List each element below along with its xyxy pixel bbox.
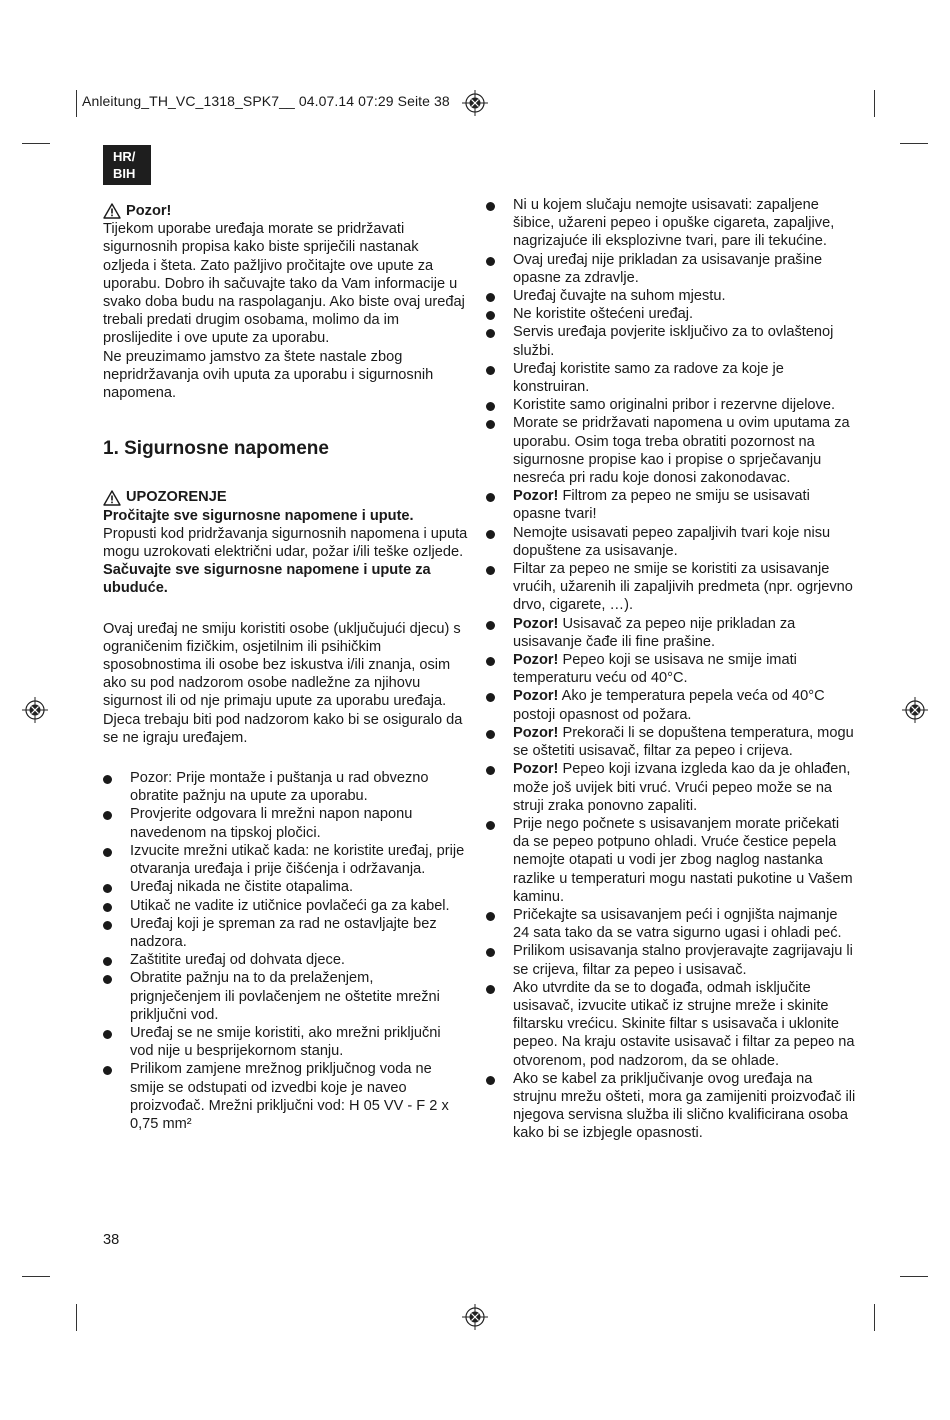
section-title: 1. Sigurnosne napomene (103, 438, 329, 460)
list-item: Pozor! Pepeo koji izvana izgleda kao da je ohlađen, može još uvijek biti vruć. Vrući pepeo može se na struji zraka ponovno zapaliti. (486, 760, 856, 815)
list-item: Pozor! Usisavač za pepeo nije prikladan za usisavanje čađe ili fine prašine. (486, 615, 856, 651)
crop-mark (900, 143, 928, 144)
intro-paragraph: Tijekom uporabe uređaja morate se pridržavati sigurnosnih propisa kako biste spriječili nastanak ozljeda i šteta. Zato pažljivo pročitajte ove upute za uporabu. Dobro ih sačuvajte tako da Vam informacije u svako doba budu na raspolaganju. Ako biste ovaj uređaj trebali predati drugim osobama, molimo da im proslijedite i ove upute za uporabu. (103, 221, 465, 347)
list-item: Prije nego počnete s usisavanjem morate pričekati da se pepeo potpuno ohladi. Vruće čestice pepela nemojte otapati u vodi jer zbog naglog nastanka razlike u temperaturi mogu nastati pukotine u Vašem kaminu. (486, 815, 856, 906)
list-item: Obratite pažnju na to da prelaženjem, prignječenjem ili povlačenjem ne oštetite mrežni priključni vod. (103, 969, 468, 1024)
list-item: Prilikom zamjene mrežnog priključnog voda ne smije se odstupati od izvedbi koje je naveo proizvođač. Mrežni priključni vod: H 05 VV - F 2 x 0,75 mm² (103, 1060, 468, 1133)
warning-heading (103, 488, 468, 506)
list-item: Uređaj nikada ne čistite otapalima. (103, 878, 468, 896)
list-item: Zaštitite uređaj od dohvata djece. (103, 951, 468, 969)
warning-triangle-icon (103, 490, 121, 506)
registration-mark-icon (22, 697, 48, 723)
list-item: Pozor! Prekorači li se dopuštena temperatura, mogu se oštetiti usisavač, filtar za pepeo i crijeva. (486, 724, 856, 760)
list-item: Ovaj uređaj nije prikladan za usisavanje prašine opasne za zdravlje. (486, 251, 856, 287)
registration-mark-icon (462, 1304, 488, 1330)
list-item: Filtar za pepeo ne smije se koristiti za usisavanje vrućih, užarenih ili zapaljivih predmeta (npr. ogrjevno drvo, cigarete, …). (486, 560, 856, 615)
page-number: 38 (103, 1232, 120, 1248)
list-item: Uređaj se ne smije koristiti, ako mrežni priključni vod nije u besprijekornom stanju. (103, 1024, 468, 1060)
omission-paragraph: Propusti kod pridržavanja sigurnosnih napomena i uputa mogu uzrokovati električni udar, požar i/ili teške ozljede. (103, 525, 468, 561)
list-item: Nemojte usisavati pepeo zapaljivih tvari koje nisu dopuštene za usisavanje. (486, 524, 856, 560)
list-item: Pozor! Pepeo koji se usisava ne smije imati temperaturu veću od 40°C. (486, 651, 856, 687)
crop-mark (22, 1276, 50, 1277)
warning-label: UPOZORENJE (126, 489, 227, 506)
list-item: Provjerite odgovara li mrežni napon naponu navedenom na tipskoj pločici. (103, 805, 468, 841)
list-item: Ako utvrdite da se to događa, odmah isključite usisavač, izvucite utikač iz strujne mreže i skinite filtarsku vrećicu. Skinite filtar s usisavača i uklonite pepeo. Na kraju ostavite usisavač i filtar za pepeo na otvorenom, pod nadzorom, da se ohlade. (486, 979, 856, 1070)
language-badge-line2: BIH (113, 166, 136, 181)
crop-mark (874, 1304, 875, 1331)
keep-all-instruction: Sačuvajte sve sigurnosne napomene i upute za ubuduće. (103, 562, 431, 597)
language-badge-line1: HR/ (113, 149, 136, 164)
caution-heading (103, 202, 468, 220)
crop-mark (900, 1276, 928, 1277)
liability-paragraph: Ne preuzimamo jamstvo za štete nastale zbog nepridržavanja ovih uputa za uporabu i sigurnosnih napomena. (103, 348, 434, 402)
left-column (103, 202, 468, 1133)
list-item: Pozor! Ako je temperatura pepela veća od 40°C postoji opasnost od požara. (486, 687, 856, 723)
crop-mark (76, 1304, 77, 1331)
list-item: Uređaj koji je spreman za rad ne ostavljajte bez nadzora. (103, 915, 468, 951)
registration-mark-icon (462, 90, 488, 116)
list-item: Pozor! Filtrom za pepeo ne smiju se usisavati opasne tvari! (486, 487, 856, 523)
print-header: Anleitung_TH_VC_1318_SPK7__ 04.07.14 07:29 Seite 38 (82, 93, 450, 109)
list-item: Pozor: Prije montaže i puštanja u rad obvezno obratite pažnju na upute za uporabu. (103, 769, 468, 805)
list-item: Ni u kojem slučaju nemojte usisavati: zapaljene šibice, užareni pepeo i opuške cigareta, zapaljive, nagrizajuće ili eksplozivne tvari, pare ili tekućine. (486, 196, 856, 251)
warning-triangle-icon (103, 203, 121, 219)
crop-mark (874, 90, 875, 117)
list-item: Ako se kabel za priključivanje ovog uređaja na strujnu mrežu ošteti, mora ga zamijeniti proizvođač ili njegova servisna služba ili slično kvalificirana osoba kako bi se izbjegle opasnosti. (486, 1070, 856, 1143)
persons-paragraph: Ovaj uređaj ne smiju koristiti osobe (uključujući djecu) s ograničenim fizičkim, osjetilnim ili psihičkim sposobnostima ili osobe bez iskustva i/ili znanja, osim ako su pod nadzorom osobe nadležne za njihovu sigurnost ili od nje primaju upute za uporabu uređaja. Djeca trebaju biti pod nadzorom kako bi se osiguralo da se ne igraju uređajem. (103, 620, 463, 746)
list-item: Prilikom usisavanja stalno provjeravajte zagrijavaju li se crijeva, filtar za pepeo i usisavač. (486, 942, 856, 978)
right-bullet-list (486, 196, 856, 1143)
list-item: Uređaj koristite samo za radove za koje je konstruiran. (486, 360, 856, 396)
crop-mark (76, 90, 77, 117)
list-item: Uređaj čuvajte na suhom mjestu. (486, 287, 856, 305)
list-item: Morate se pridržavati napomena u ovim uputama za uporabu. Osim toga treba obratiti pozornost na sigurnosne propise kao i propise o sprječavanju nesreća pri radu koje donosi zakonodavac. (486, 414, 856, 487)
list-item: Koristite samo originalni pribor i rezervne dijelove. (486, 396, 856, 414)
crop-mark (22, 143, 50, 144)
registration-mark-icon (902, 697, 928, 723)
list-item: Ne koristite oštećeni uređaj. (486, 305, 856, 323)
language-badge (103, 145, 151, 185)
left-bullet-list (103, 769, 468, 1133)
list-item: Utikač ne vadite iz utičnice povlačeći ga za kabel. (103, 897, 468, 915)
list-item: Izvucite mrežni utikač kada: ne koristite uređaj, prije otvaranja uređaja i prije čišćenja i održavanja. (103, 842, 468, 878)
caution-label: Pozor! (126, 203, 172, 219)
right-column (486, 196, 856, 1143)
list-item: Pričekajte sa usisavanjem peći i ognjišta najmanje 24 sata tako da se vatra sigurno ugasi i ohladi peć. (486, 906, 856, 942)
list-item: Servis uređaja povjerite isključivo za to ovlaštenoj službi. (486, 323, 856, 359)
read-all-instruction: Pročitajte sve sigurnosne napomene i upute. (103, 507, 414, 524)
